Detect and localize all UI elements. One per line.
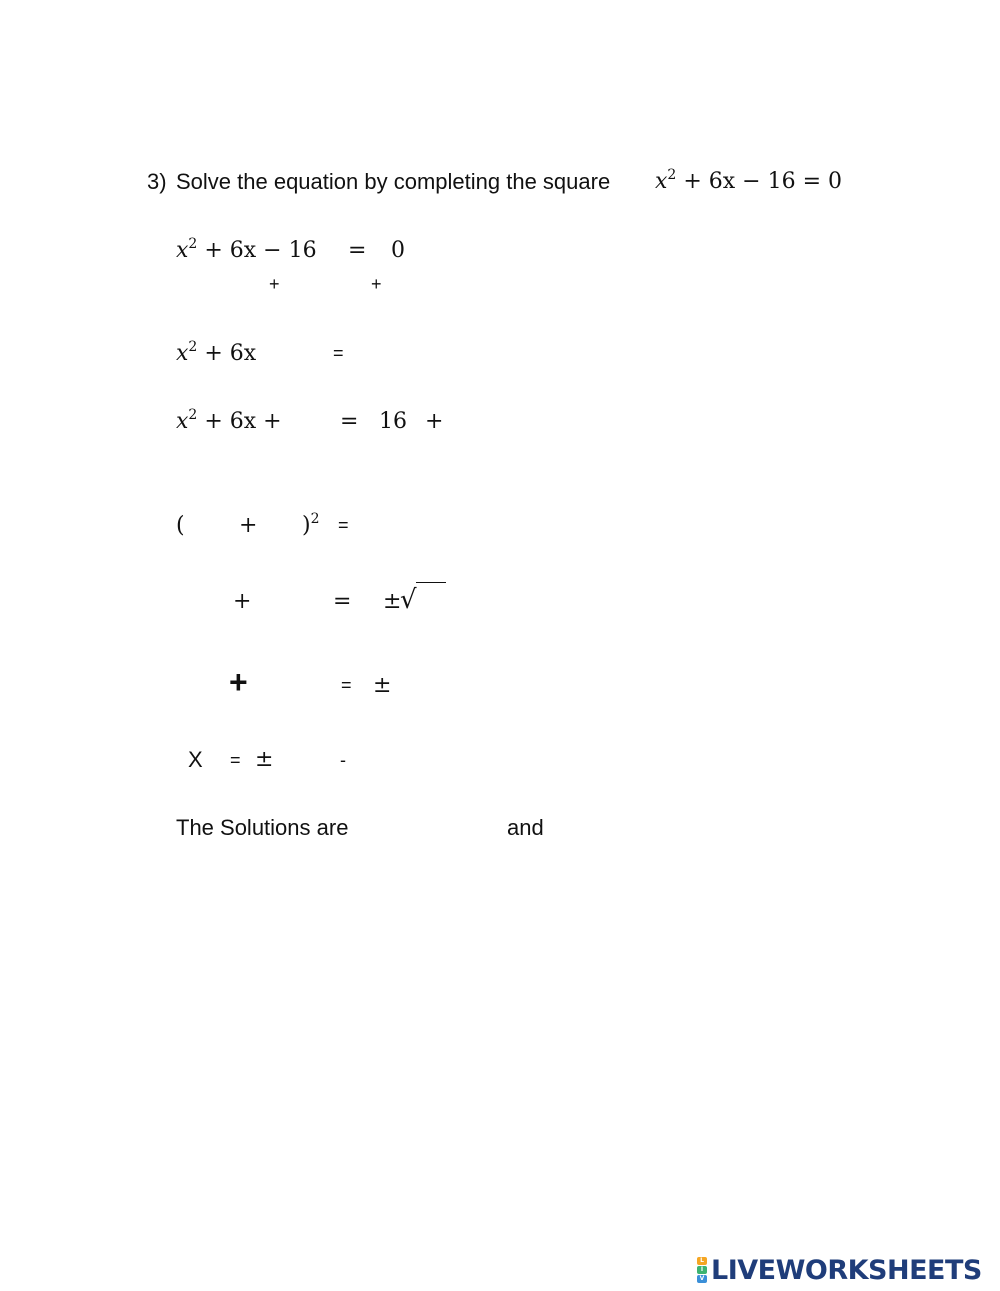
step5-radical-sign: √ xyxy=(400,585,417,615)
step5-radical-bar xyxy=(416,582,446,583)
step1-plus-left: + xyxy=(269,274,280,294)
step2-equals: = xyxy=(333,343,344,363)
step1-rhs: 0 xyxy=(391,238,405,263)
step7-minus: - xyxy=(340,750,346,770)
conclusion-lead: The Solutions are xyxy=(176,815,349,840)
step6-plus-minus: ± xyxy=(373,673,392,698)
step5-plus-minus: ± xyxy=(383,589,402,614)
step3-lhs: $x^2 + 6x$ + xyxy=(176,407,282,434)
step3-plus: + xyxy=(425,409,444,434)
step7-variable: X xyxy=(188,747,203,772)
step5-plus: + xyxy=(233,589,252,614)
question-equation: $x^2 + 6x - 16 = 0$ xyxy=(655,167,842,194)
step5-equals: = xyxy=(333,589,352,614)
step3-equals: = xyxy=(340,409,359,434)
step1-lhs: $x^2 + 6x - 16$ xyxy=(176,236,317,263)
step7-equals: = xyxy=(230,750,241,770)
step3-rhs: 16 xyxy=(379,409,407,434)
step1-plus-right: + xyxy=(371,274,382,294)
logo-mark-block-i: I xyxy=(697,1266,707,1274)
step6-plus: + xyxy=(229,664,248,700)
question-prompt: Solve the equation by completing the square xyxy=(176,169,611,194)
step4-open-paren: ( xyxy=(176,513,185,538)
step7-plus-minus: ± xyxy=(255,747,274,772)
logo-mark-block-l: L xyxy=(697,1257,707,1265)
logo-text: LIVEWORKSHEETS xyxy=(711,1254,982,1286)
step4-equals: = xyxy=(338,515,349,535)
step4-close-paren: )$^2$ xyxy=(302,511,320,538)
step6-equals: = xyxy=(341,675,352,695)
logo-mark-icon xyxy=(697,1257,707,1283)
liveworksheets-logo xyxy=(697,1256,982,1284)
step4-plus: + xyxy=(239,513,258,538)
conclusion-and: and xyxy=(507,815,544,840)
step2-lhs: $x^2 + 6x$ xyxy=(176,339,257,366)
logo-mark-block-v: V xyxy=(697,1275,707,1283)
question-number: 3) xyxy=(147,169,167,194)
step1-equals: = xyxy=(348,238,367,263)
